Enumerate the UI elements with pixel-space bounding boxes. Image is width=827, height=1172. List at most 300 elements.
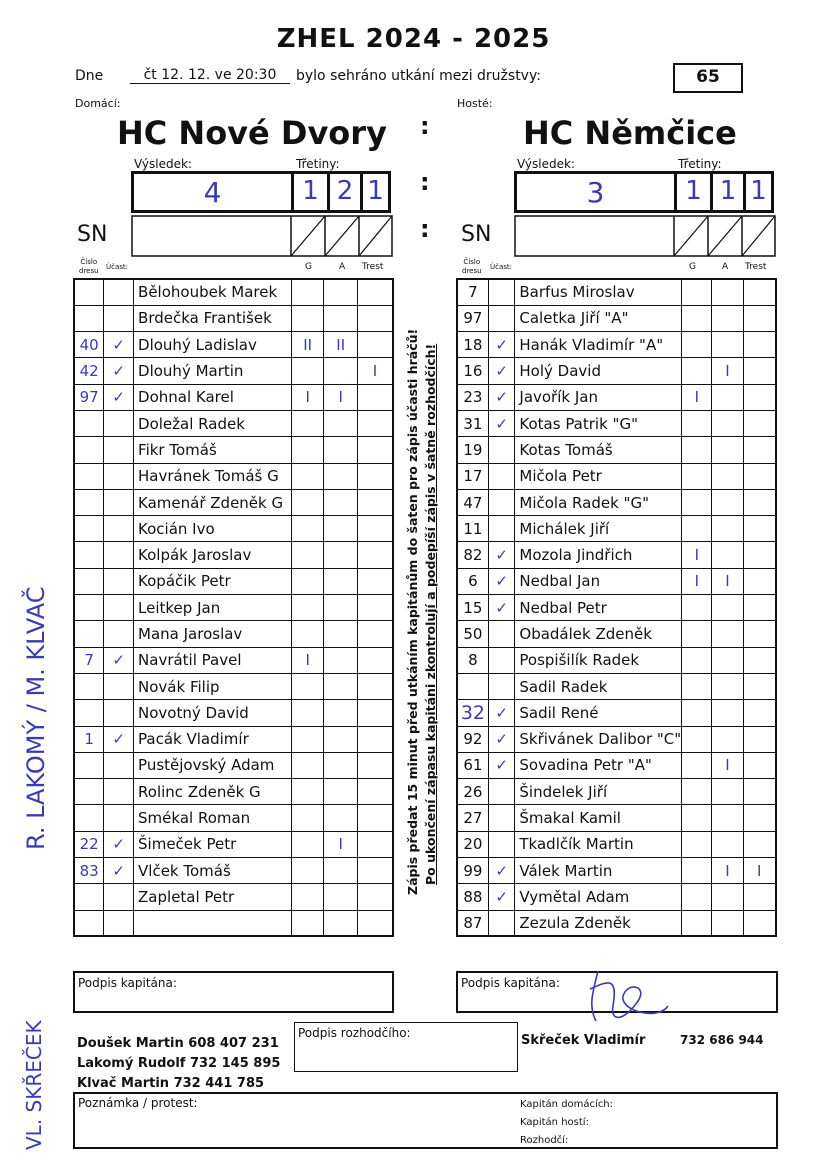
jersey-number[interactable]: 19 [457, 437, 488, 463]
jersey-number[interactable]: 1 [74, 726, 104, 752]
jersey-number[interactable]: 8 [457, 647, 488, 673]
player-name[interactable]: Leitkep Jan [134, 595, 292, 621]
jersey-number[interactable] [74, 805, 104, 831]
jersey-number[interactable]: 40 [74, 332, 104, 358]
jersey-number[interactable] [74, 542, 104, 568]
assists-cell[interactable] [712, 595, 743, 621]
attendance-check[interactable] [104, 752, 134, 778]
penalty-cell[interactable] [743, 358, 776, 384]
assists-cell[interactable] [712, 647, 743, 673]
goals-cell[interactable] [291, 516, 324, 542]
jersey-number[interactable]: 11 [457, 516, 488, 542]
attendance-check[interactable] [104, 805, 134, 831]
attendance-check[interactable] [104, 410, 134, 436]
attendance-check[interactable] [104, 568, 134, 594]
player-name[interactable]: Nedbal Jan [515, 568, 682, 594]
assists-cell[interactable] [712, 463, 743, 489]
penalty-cell[interactable] [358, 647, 393, 673]
penalty-cell[interactable] [358, 516, 393, 542]
player-name[interactable]: Kotas Patrik "G" [515, 410, 682, 436]
assists-cell[interactable] [324, 673, 358, 699]
player-name[interactable]: Kopáčik Petr [134, 568, 292, 594]
player-name[interactable]: Šimeček Petr [134, 831, 292, 857]
player-name[interactable]: Rolinc Zdeněk G [134, 779, 292, 805]
penalty-cell[interactable] [358, 437, 393, 463]
goals-cell[interactable] [682, 910, 712, 936]
goals-cell[interactable] [291, 910, 324, 936]
goals-cell[interactable] [682, 516, 712, 542]
player-name[interactable]: Mozola Jindřich [515, 542, 682, 568]
jersey-number[interactable]: 27 [457, 805, 488, 831]
player-name[interactable]: Caletka Jiří "A" [515, 305, 682, 331]
assists-cell[interactable] [324, 489, 358, 515]
assists-cell[interactable] [324, 752, 358, 778]
penalty-cell[interactable] [743, 910, 776, 936]
player-name[interactable]: Kolpák Jaroslav [134, 542, 292, 568]
goals-cell[interactable] [291, 358, 324, 384]
jersey-number[interactable]: 20 [457, 831, 488, 857]
jersey-number[interactable] [74, 673, 104, 699]
attendance-check[interactable] [488, 463, 515, 489]
note-protest-box[interactable] [73, 1092, 778, 1149]
goals-cell[interactable]: II [291, 332, 324, 358]
goals-cell[interactable] [682, 779, 712, 805]
penalty-cell[interactable] [358, 384, 393, 410]
penalty-cell[interactable] [743, 332, 776, 358]
goals-cell[interactable] [682, 332, 712, 358]
attendance-check[interactable]: ✓ [488, 595, 515, 621]
penalty-cell[interactable] [358, 779, 393, 805]
attendance-check[interactable]: ✓ [488, 410, 515, 436]
jersey-number[interactable] [74, 621, 104, 647]
goals-cell[interactable] [291, 305, 324, 331]
penalty-cell[interactable] [358, 673, 393, 699]
penalty-cell[interactable] [743, 516, 776, 542]
goals-cell[interactable] [291, 595, 324, 621]
jersey-number[interactable]: 7 [457, 279, 488, 305]
penalty-cell[interactable] [358, 858, 393, 884]
assists-cell[interactable] [712, 516, 743, 542]
player-name[interactable]: Barfus Miroslav [515, 279, 682, 305]
penalty-cell[interactable] [358, 805, 393, 831]
goals-cell[interactable]: I [291, 647, 324, 673]
player-name[interactable]: Pacák Vladimír [134, 726, 292, 752]
player-name[interactable]: Doležal Radek [134, 410, 292, 436]
home-captain-signature-box[interactable] [73, 971, 394, 1013]
attendance-check[interactable] [488, 305, 515, 331]
assists-cell[interactable] [712, 542, 743, 568]
penalty-cell[interactable] [358, 910, 393, 936]
attendance-check[interactable]: ✓ [104, 858, 134, 884]
player-name[interactable]: Novotný David [134, 700, 292, 726]
assists-cell[interactable] [324, 621, 358, 647]
assists-cell[interactable] [324, 279, 358, 305]
player-name[interactable]: Navrátil Pavel [134, 647, 292, 673]
player-name[interactable]: Skřivánek Dalibor "C" [515, 726, 682, 752]
penalty-cell[interactable] [743, 884, 776, 910]
jersey-number[interactable]: 6 [457, 568, 488, 594]
player-name[interactable]: Bělohoubek Marek [134, 279, 292, 305]
penalty-cell[interactable] [743, 752, 776, 778]
goals-cell[interactable] [682, 884, 712, 910]
attendance-check[interactable] [488, 516, 515, 542]
jersey-number[interactable]: 82 [457, 542, 488, 568]
jersey-number[interactable]: 31 [457, 410, 488, 436]
attendance-check[interactable] [488, 805, 515, 831]
assists-cell[interactable] [324, 595, 358, 621]
penalty-cell[interactable]: I [743, 858, 776, 884]
player-name[interactable]: Javořík Jan [515, 384, 682, 410]
goals-cell[interactable] [291, 621, 324, 647]
attendance-check[interactable] [104, 516, 134, 542]
player-name[interactable]: Nedbal Petr [515, 595, 682, 621]
jersey-number[interactable]: 92 [457, 726, 488, 752]
assists-cell[interactable] [324, 779, 358, 805]
assists-cell[interactable]: I [712, 752, 743, 778]
assists-cell[interactable]: I [324, 831, 358, 857]
assists-cell[interactable] [324, 910, 358, 936]
goals-cell[interactable] [682, 726, 712, 752]
attendance-check[interactable]: ✓ [488, 858, 515, 884]
penalty-cell[interactable] [358, 568, 393, 594]
player-name[interactable]: Mičola Radek "G" [515, 489, 682, 515]
assists-cell[interactable] [712, 305, 743, 331]
assists-cell[interactable] [324, 410, 358, 436]
jersey-number[interactable]: 99 [457, 858, 488, 884]
goals-cell[interactable] [291, 463, 324, 489]
jersey-number[interactable]: 88 [457, 884, 488, 910]
jersey-number[interactable] [74, 884, 104, 910]
attendance-check[interactable] [488, 779, 515, 805]
assists-cell[interactable] [712, 384, 743, 410]
goals-cell[interactable] [682, 305, 712, 331]
goals-cell[interactable] [291, 568, 324, 594]
penalty-cell[interactable] [743, 726, 776, 752]
jersey-number[interactable]: 15 [457, 595, 488, 621]
penalty-cell[interactable] [358, 332, 393, 358]
assists-cell[interactable] [324, 858, 358, 884]
player-name[interactable]: Novák Filip [134, 673, 292, 699]
penalty-cell[interactable] [743, 595, 776, 621]
penalty-cell[interactable] [743, 410, 776, 436]
assists-cell[interactable] [324, 805, 358, 831]
penalty-cell[interactable] [743, 700, 776, 726]
goals-cell[interactable] [682, 673, 712, 699]
penalty-cell[interactable] [358, 463, 393, 489]
attendance-check[interactable] [104, 305, 134, 331]
jersey-number[interactable] [74, 752, 104, 778]
assists-cell[interactable] [324, 647, 358, 673]
attendance-check[interactable] [104, 489, 134, 515]
assists-cell[interactable] [712, 884, 743, 910]
jersey-number[interactable]: 17 [457, 463, 488, 489]
goals-cell[interactable]: I [291, 384, 324, 410]
jersey-number[interactable] [74, 489, 104, 515]
jersey-number[interactable]: 32 [457, 700, 488, 726]
jersey-number[interactable] [74, 910, 104, 936]
attendance-check[interactable]: ✓ [488, 884, 515, 910]
player-name[interactable]: Sadil Radek [515, 673, 682, 699]
assists-cell[interactable] [712, 410, 743, 436]
assists-cell[interactable] [324, 516, 358, 542]
attendance-check[interactable] [104, 621, 134, 647]
jersey-number[interactable]: 18 [457, 332, 488, 358]
goals-cell[interactable] [291, 779, 324, 805]
assists-cell[interactable] [712, 910, 743, 936]
player-name[interactable]: Holý David [515, 358, 682, 384]
player-name[interactable]: Obadálek Zdeněk [515, 621, 682, 647]
goals-cell[interactable] [291, 673, 324, 699]
penalty-cell[interactable] [743, 621, 776, 647]
player-name[interactable] [134, 910, 292, 936]
assists-cell[interactable] [324, 358, 358, 384]
attendance-check[interactable] [104, 595, 134, 621]
player-name[interactable]: Zapletal Petr [134, 884, 292, 910]
penalty-cell[interactable] [358, 542, 393, 568]
assists-cell[interactable] [324, 463, 358, 489]
penalty-cell[interactable] [743, 542, 776, 568]
player-name[interactable]: Fikr Tomáš [134, 437, 292, 463]
goals-cell[interactable] [682, 621, 712, 647]
goals-cell[interactable] [682, 858, 712, 884]
goals-cell[interactable] [682, 752, 712, 778]
player-name[interactable]: Vlček Tomáš [134, 858, 292, 884]
goals-cell[interactable] [682, 647, 712, 673]
assists-cell[interactable] [712, 805, 743, 831]
player-name[interactable]: Vymětal Adam [515, 884, 682, 910]
jersey-number[interactable]: 50 [457, 621, 488, 647]
penalty-cell[interactable] [358, 305, 393, 331]
jersey-number[interactable] [74, 568, 104, 594]
goals-cell[interactable] [291, 726, 324, 752]
player-name[interactable]: Kamenář Zdeněk G [134, 489, 292, 515]
player-name[interactable]: Smékal Roman [134, 805, 292, 831]
player-name[interactable]: Hanák Vladimír "A" [515, 332, 682, 358]
jersey-number[interactable]: 23 [457, 384, 488, 410]
penalty-cell[interactable] [743, 805, 776, 831]
attendance-check[interactable] [488, 673, 515, 699]
penalty-cell[interactable] [358, 831, 393, 857]
goals-cell[interactable]: I [682, 542, 712, 568]
jersey-number[interactable]: 83 [74, 858, 104, 884]
attendance-check[interactable]: ✓ [104, 831, 134, 857]
penalty-cell[interactable] [358, 279, 393, 305]
penalty-cell[interactable] [358, 621, 393, 647]
attendance-check[interactable]: ✓ [488, 332, 515, 358]
penalty-cell[interactable] [358, 752, 393, 778]
jersey-number[interactable] [74, 463, 104, 489]
assists-cell[interactable]: I [712, 568, 743, 594]
penalty-cell[interactable] [358, 700, 393, 726]
assists-cell[interactable] [324, 305, 358, 331]
attendance-check[interactable] [104, 463, 134, 489]
penalty-cell[interactable] [358, 489, 393, 515]
attendance-check[interactable] [104, 779, 134, 805]
attendance-check[interactable]: ✓ [104, 332, 134, 358]
player-name[interactable]: Kotas Tomáš [515, 437, 682, 463]
attendance-check[interactable] [488, 437, 515, 463]
player-name[interactable]: Michálek Jiří [515, 516, 682, 542]
player-name[interactable]: Zezula Zdeněk [515, 910, 682, 936]
attendance-check[interactable] [488, 910, 515, 936]
assists-cell[interactable] [712, 673, 743, 699]
jersey-number[interactable] [74, 410, 104, 436]
assists-cell[interactable] [712, 779, 743, 805]
player-name[interactable]: Tkadlčík Martin [515, 831, 682, 857]
assists-cell[interactable] [712, 279, 743, 305]
assists-cell[interactable] [324, 884, 358, 910]
jersey-number[interactable]: 97 [74, 384, 104, 410]
jersey-number[interactable] [74, 516, 104, 542]
goals-cell[interactable] [291, 858, 324, 884]
player-name[interactable]: Pospišilík Radek [515, 647, 682, 673]
attendance-check[interactable]: ✓ [488, 542, 515, 568]
jersey-number[interactable]: 97 [457, 305, 488, 331]
goals-cell[interactable] [291, 700, 324, 726]
player-name[interactable]: Kocián Ivo [134, 516, 292, 542]
attendance-check[interactable] [488, 647, 515, 673]
jersey-number[interactable]: 16 [457, 358, 488, 384]
jersey-number[interactable]: 42 [74, 358, 104, 384]
assists-cell[interactable] [324, 437, 358, 463]
goals-cell[interactable] [682, 463, 712, 489]
penalty-cell[interactable] [743, 568, 776, 594]
attendance-check[interactable]: ✓ [488, 752, 515, 778]
player-name[interactable]: Válek Martin [515, 858, 682, 884]
jersey-number[interactable]: 87 [457, 910, 488, 936]
jersey-number[interactable] [457, 673, 488, 699]
assists-cell[interactable]: II [324, 332, 358, 358]
jersey-number[interactable] [74, 779, 104, 805]
attendance-check[interactable]: ✓ [104, 358, 134, 384]
goals-cell[interactable] [682, 358, 712, 384]
goals-cell[interactable] [291, 279, 324, 305]
jersey-number[interactable]: 61 [457, 752, 488, 778]
jersey-number[interactable]: 7 [74, 647, 104, 673]
jersey-number[interactable] [74, 305, 104, 331]
player-name[interactable]: Pustějovský Adam [134, 752, 292, 778]
goals-cell[interactable] [291, 437, 324, 463]
jersey-number[interactable] [74, 700, 104, 726]
goals-cell[interactable] [682, 700, 712, 726]
jersey-number[interactable]: 26 [457, 779, 488, 805]
attendance-check[interactable]: ✓ [104, 384, 134, 410]
player-name[interactable]: Mana Jaroslav [134, 621, 292, 647]
penalty-cell[interactable] [358, 726, 393, 752]
assists-cell[interactable] [324, 700, 358, 726]
attendance-check[interactable] [104, 542, 134, 568]
assists-cell[interactable] [712, 437, 743, 463]
goals-cell[interactable] [291, 752, 324, 778]
assists-cell[interactable]: I [712, 358, 743, 384]
penalty-cell[interactable] [743, 463, 776, 489]
penalty-cell[interactable] [743, 279, 776, 305]
attendance-check[interactable] [104, 910, 134, 936]
attendance-check[interactable] [488, 489, 515, 515]
goals-cell[interactable] [682, 831, 712, 857]
player-name[interactable]: Sovadina Petr "A" [515, 752, 682, 778]
penalty-cell[interactable] [358, 595, 393, 621]
penalty-cell[interactable] [743, 489, 776, 515]
penalty-cell[interactable] [358, 410, 393, 436]
penalty-cell[interactable] [743, 831, 776, 857]
goals-cell[interactable] [291, 831, 324, 857]
attendance-check[interactable] [104, 673, 134, 699]
penalty-cell[interactable] [358, 884, 393, 910]
assists-cell[interactable] [712, 489, 743, 515]
assists-cell[interactable] [324, 542, 358, 568]
player-name[interactable]: Havránek Tomáš G [134, 463, 292, 489]
goals-cell[interactable] [291, 410, 324, 436]
attendance-check[interactable]: ✓ [104, 726, 134, 752]
goals-cell[interactable]: I [682, 568, 712, 594]
assists-cell[interactable] [324, 726, 358, 752]
attendance-check[interactable]: ✓ [488, 358, 515, 384]
goals-cell[interactable] [291, 542, 324, 568]
attendance-check[interactable]: ✓ [488, 568, 515, 594]
goals-cell[interactable] [682, 437, 712, 463]
goals-cell[interactable] [682, 805, 712, 831]
jersey-number[interactable] [74, 595, 104, 621]
player-name[interactable]: Sadil René [515, 700, 682, 726]
player-name[interactable]: Šmakal Kamil [515, 805, 682, 831]
jersey-number[interactable] [74, 437, 104, 463]
attendance-check[interactable]: ✓ [488, 384, 515, 410]
penalty-cell[interactable]: I [358, 358, 393, 384]
goals-cell[interactable] [291, 805, 324, 831]
goals-cell[interactable] [291, 489, 324, 515]
goals-cell[interactable] [682, 410, 712, 436]
jersey-number[interactable] [74, 279, 104, 305]
penalty-cell[interactable] [743, 437, 776, 463]
penalty-cell[interactable] [743, 779, 776, 805]
penalty-cell[interactable] [743, 384, 776, 410]
attendance-check[interactable]: ✓ [104, 647, 134, 673]
assists-cell[interactable]: I [712, 858, 743, 884]
referee-signature-box[interactable] [294, 1022, 518, 1072]
attendance-check[interactable] [488, 279, 515, 305]
attendance-check[interactable] [488, 621, 515, 647]
player-name[interactable]: Dlouhý Martin [134, 358, 292, 384]
penalty-cell[interactable] [743, 673, 776, 699]
away-captain-signature-box[interactable] [456, 971, 778, 1013]
attendance-check[interactable] [104, 279, 134, 305]
assists-cell[interactable] [712, 831, 743, 857]
goals-cell[interactable] [682, 279, 712, 305]
attendance-check[interactable] [104, 700, 134, 726]
goals-cell[interactable]: I [682, 384, 712, 410]
player-name[interactable]: Šindelek Jiří [515, 779, 682, 805]
attendance-check[interactable]: ✓ [488, 700, 515, 726]
player-name[interactable]: Dlouhý Ladislav [134, 332, 292, 358]
player-name[interactable]: Mičola Petr [515, 463, 682, 489]
attendance-check[interactable]: ✓ [488, 726, 515, 752]
assists-cell[interactable]: I [324, 384, 358, 410]
player-name[interactable]: Dohnal Karel [134, 384, 292, 410]
jersey-number[interactable]: 47 [457, 489, 488, 515]
assists-cell[interactable] [712, 700, 743, 726]
attendance-check[interactable] [488, 831, 515, 857]
attendance-check[interactable] [104, 884, 134, 910]
penalty-cell[interactable] [743, 647, 776, 673]
goals-cell[interactable] [682, 489, 712, 515]
attendance-check[interactable] [104, 437, 134, 463]
assists-cell[interactable] [712, 332, 743, 358]
goals-cell[interactable] [682, 595, 712, 621]
assists-cell[interactable] [324, 568, 358, 594]
jersey-number[interactable]: 22 [74, 831, 104, 857]
player-name[interactable]: Brdečka František [134, 305, 292, 331]
